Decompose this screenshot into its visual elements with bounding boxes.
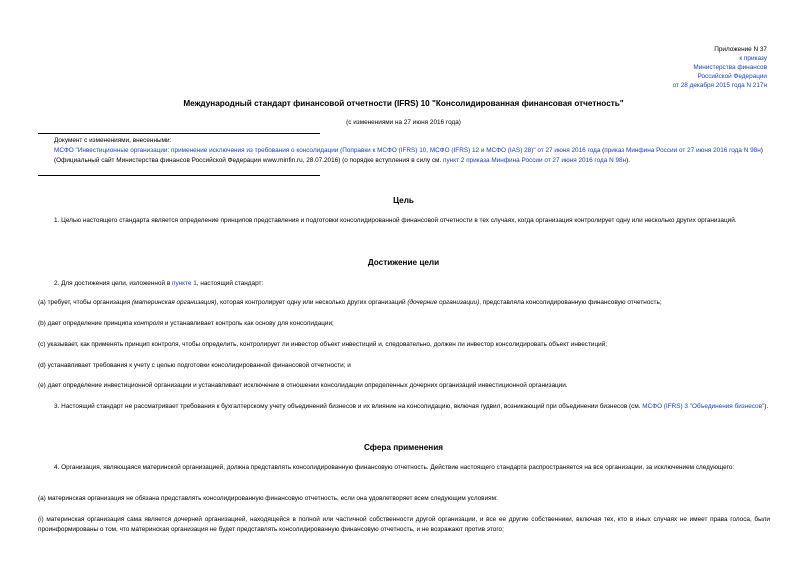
changes-text-2: ).: [626, 156, 631, 164]
p2-post: , настоящий стандарт:: [196, 280, 264, 287]
changes-body: [38, 146, 773, 165]
paragraph-4: 4. Организация, являющаяся материнской организацией, должна представлять консолидированную финансовую отчетность. Действие настоящего стандарта распространяется на все организации, за исключением следующего:: [54, 464, 735, 471]
p3-pre: 3. Настоящий стандарт не рассматривает требования к бухгалтерскому учету объединений бизнесов и их влияние на консолидацию, включая гудвил, возникающий при объединении бизнесов (см.: [54, 403, 643, 410]
paragraph-3: [38, 402, 786, 412]
p2-pre: 2. Для достижения цели, изложенной в: [54, 280, 172, 287]
annex-line-3[interactable]: Министерства финансов: [693, 63, 767, 71]
p2-link-point1[interactable]: пункте 1: [172, 280, 197, 287]
p3-post: ).: [764, 403, 769, 410]
paragraph-1: 1. Целью настоящего стандарта является определение принципов представления и подготовки консолидированной финансовой отчетности в тех случаях, когда организация контролирует одну или несколько других организаций.: [54, 217, 737, 224]
annex-line-1: Приложение N 37: [714, 46, 767, 53]
annex-line-5[interactable]: от 28 декабря 2015 года N 217н: [672, 81, 767, 89]
changes-head: Документ с изменениями, внесенными:: [54, 137, 172, 144]
changes-link-point2[interactable]: пункт 2 приказа Минфина России от 27 июня 2016 года N 98н: [443, 156, 627, 164]
annex-header: [547, 46, 767, 91]
pb-italic: контроля: [133, 320, 164, 327]
paragraph-4a: (a) материнская организация не обязана представлять консолидированную финансовую отчетность, если она удовлетворяет всем следующим условиям:: [38, 495, 498, 502]
paragraph-2a: [38, 298, 770, 308]
changes-note: [38, 137, 773, 165]
paragraph-2: [38, 279, 786, 289]
paragraph-2e: (e) дает определение инвестиционной организации и устанавливает исключение в отношении консолидации определенных дочерних организаций инвестиционной организации.: [38, 382, 568, 389]
annex-line-4[interactable]: Российской Федерации: [697, 72, 767, 80]
changes-text-1: ) (Официальный сайт Министерства финансов Российской Федерации www.minfin.ru, 28.07.2016) (о порядке вступления в силу см.: [54, 147, 763, 164]
divider-top: [38, 133, 320, 134]
changes-sep: (: [600, 147, 605, 154]
pa-italic-2: (дочерние организации): [407, 299, 480, 306]
pb-part-2: и устанавливает контроль как основу для консолидации;: [163, 320, 334, 327]
section-heading-scope: Сфера применения: [363, 443, 444, 452]
pa-part-1: (a) требует, чтобы организация: [38, 299, 132, 306]
divider-bottom: [38, 175, 320, 176]
section-heading-achieving: Достижение цели: [367, 258, 440, 267]
pb-part-1: (b) дает определение принципа: [38, 320, 134, 327]
changes-link-order[interactable]: приказ Минфина России от 27 июня 2016 года N 98н: [604, 147, 761, 154]
pa-part-3: , представляла консолидированную финансовую отчетность;: [479, 299, 662, 306]
pa-italic-1: (материнская организация): [131, 299, 217, 306]
document-subtitle: (с изменениями на 27 июня 2016 года): [346, 119, 461, 126]
annex-line-2[interactable]: к приказу: [739, 54, 767, 62]
paragraph-2c: (c) указывает, как применять принцип контроля, чтобы определить, контролирует ли инвестор объект инвестиций и, следовательно, должен ли инвестор консолидировать объект инвестиций;: [38, 341, 608, 348]
document-title: Международный стандарт финансовой отчетности (IFRS) 10 "Консолидированная финансовая отчетность": [183, 99, 624, 108]
paragraph-2d: (d) устанавливает требования к учету с целью подготовки консолидированной финансовой отчетности; и: [38, 362, 351, 369]
paragraph-4a-i: (i) материнская организация сама является дочерней организацией, находящейся в полной или частичной собственности другой организации, и все ее другие собственники, включая тех, кто в иных случаях не имеет права голоса, были проинформированы о том, что материнская организация не будет представлять консолидированную финансовую отчетность, и не возражают против этого;: [38, 516, 770, 533]
paragraph-2b: [38, 319, 770, 329]
section-heading-goal: Цель: [393, 196, 414, 205]
changes-link-ifrs-amendment[interactable]: МСФО "Инвестиционные организации: применение исключения из требования о консолидации (Поправки к МСФО (IFRS) 10, МСФО (IFRS) 12 и МСФО (IAS) 28)" от 27 июня 2016 года: [54, 147, 601, 154]
pa-part-2: , которая контролирует одну или несколько других организаций: [216, 299, 408, 306]
p3-link-ifrs3[interactable]: МСФО (IFRS) 3 "Объединения бизнесов": [642, 403, 765, 410]
